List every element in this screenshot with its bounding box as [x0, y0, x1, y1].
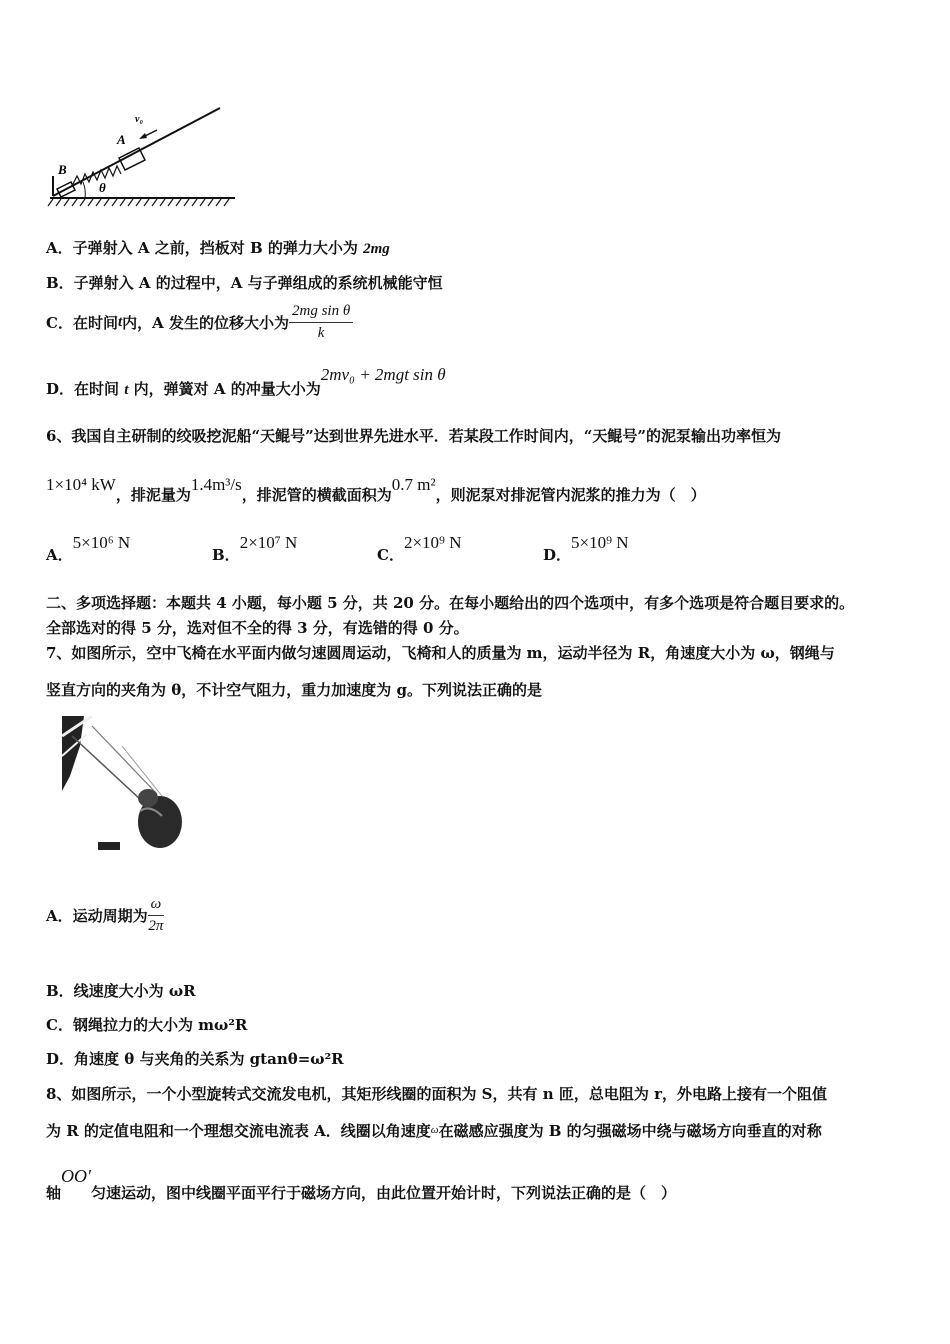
q8-axis: OO′: [61, 1166, 91, 1186]
q8-line3-pre: 轴: [46, 1184, 62, 1202]
q5-option-a: [46, 237, 390, 258]
q6-mid2: ，排泥管的横截面积为: [241, 486, 392, 504]
q5-option-d-label-post: 内，弹簧对 A 的冲量大小为: [128, 380, 321, 398]
fraction-denominator: 2π: [148, 918, 164, 934]
q8-omega: ω: [430, 1124, 439, 1136]
label-theta: θ: [99, 180, 106, 195]
q6-option-a: [46, 532, 131, 564]
q6-stem-line1: 6、我国自主研制的绞吸挖泥船“天鲲号”达到世界先进水平．若某段工作时间内，“天鲲号”的泥泵输出功率恒为: [46, 427, 781, 445]
q5-option-b: B．子弹射入 A 的过程中，A 与子弹组成的系统机械能守恒: [46, 274, 443, 292]
q5-option-d-expr: 2mv₀ + 2mgt sin θ: [320, 365, 446, 384]
q6-power: 1×10⁴ kW: [46, 475, 116, 494]
q6-end: ，则泥泵对排泥管内泥浆的推力为（ ）: [435, 486, 706, 504]
q7-option-a-label: A．运动周期为: [46, 907, 148, 925]
q6-option-b-value: 2×10⁷ N: [239, 533, 298, 552]
q8-line3: [46, 1166, 676, 1202]
q6-option-d: [543, 532, 629, 564]
incline-spring-figure: [45, 104, 240, 212]
q7-option-a-fraction: [148, 896, 165, 935]
q5-option-c-label-post: 内，A 发生的位移大小为: [122, 314, 289, 332]
swing-ride-photo: [62, 716, 182, 856]
q5-option-d: [46, 364, 446, 398]
label-a: A: [117, 132, 126, 147]
q6-flow: 1.4m³/s: [190, 475, 242, 494]
q8-line1: 8、如图所示，一个小型旋转式交流发电机，其矩形线圈的面积为 S，共有 n 匝，总电阻为 r，外电路上接有一个阻值: [46, 1085, 827, 1103]
q7-option-d: D．角速度 θ 与夹角的关系为 gtanθ=ω²R: [46, 1050, 344, 1068]
fraction-numerator: ω: [148, 896, 165, 916]
q8-line2-post: 在磁感应强度为 B 的匀强磁场中绕与磁场方向垂直的对称: [438, 1122, 822, 1140]
fraction-denominator: k: [317, 325, 325, 341]
label-b: B: [58, 162, 67, 177]
q6-mid1: ，排泥量为: [115, 486, 191, 504]
q5-option-c-t: t: [117, 314, 123, 330]
q5-option-c: [46, 303, 353, 342]
q7-option-a: [46, 896, 164, 935]
q5-option-a-label: A．子弹射入 A 之前，挡板对 B 的弹力大小为: [46, 239, 364, 257]
section2-line2: 全部选对的得 5 分，选对但不全的得 3 分，有选错的得 0 分。: [46, 619, 469, 637]
q6-option-a-letter: A．: [46, 546, 73, 564]
label-v0: v₀: [135, 114, 143, 125]
q8-line2-pre: 为 R 的定值电阻和一个理想交流电流表 A．线圈以角速度: [46, 1122, 431, 1140]
q7-line1: 7、如图所示，空中飞椅在水平面内做匀速圆周运动，飞椅和人的质量为 m，运动半径为 R，角速度大小为 ω，钢绳与: [46, 644, 835, 662]
q5-option-a-value: 2mg: [363, 241, 390, 257]
q6-option-c-letter: C．: [377, 546, 404, 564]
q6-area: 0.7 m²: [391, 475, 436, 494]
q5-option-d-t: t: [124, 382, 129, 398]
q5-option-c-fraction: [289, 303, 353, 342]
q7-option-c: C．钢绳拉力的大小为 mω²R: [46, 1016, 248, 1034]
q6-option-d-value: 5×10⁹ N: [571, 533, 629, 552]
q6-option-b-letter: B．: [212, 546, 240, 564]
q6-option-c-value: 2×10⁹ N: [403, 533, 462, 552]
spring: [73, 166, 121, 184]
q6-option-a-value: 5×10⁶ N: [72, 533, 131, 552]
q6-option-c: [377, 532, 462, 564]
q5-option-c-label-pre: C．在时间: [46, 314, 118, 332]
q6-option-d-letter: D．: [543, 546, 572, 564]
q6-stem-line2: [46, 474, 706, 504]
q5-option-d-label-pre: D．在时间: [46, 380, 125, 398]
fraction-numerator: 2mg sin θ: [289, 303, 353, 323]
ground-hatching: [48, 199, 229, 206]
q8-line3-post: 匀速运动，图中线圈平面平行于磁场方向，由此位置开始计时，下列说法正确的是（ ）: [90, 1184, 676, 1202]
q6-option-b: [212, 532, 298, 564]
q8-line2: [46, 1120, 822, 1141]
section2-line1: 二、多项选择题：本题共 4 小题，每小题 5 分，共 20 分。在每小题给出的四个选项中，有多个选项是符合题目要求的。: [46, 594, 855, 612]
q7-option-b: B．线速度大小为 ωR: [46, 982, 196, 1000]
q7-line2: 竖直方向的夹角为 θ，不计空气阻力，重力加速度为 g。下列说法正确的是: [46, 681, 542, 699]
